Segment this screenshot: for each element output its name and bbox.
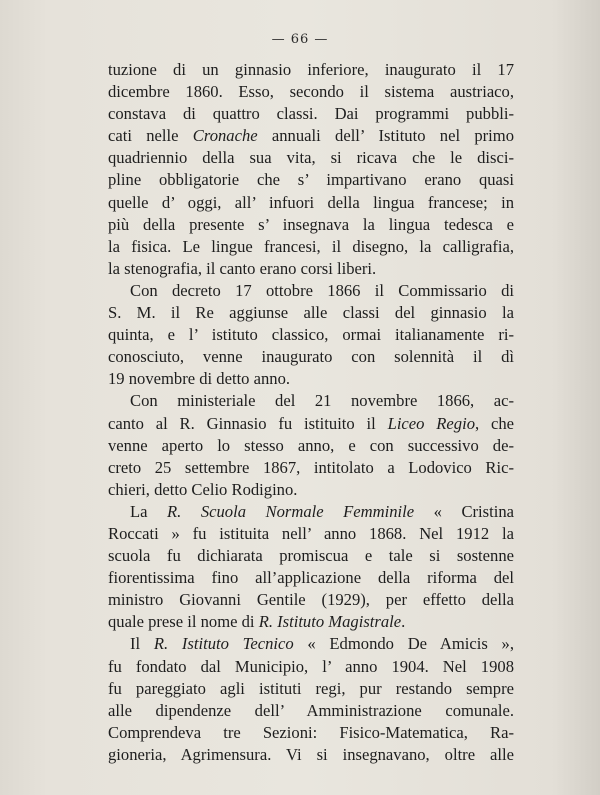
text-line: ministro Giovanni Gentile (1929), per effetto della (108, 590, 514, 610)
text-line: canto al R. Ginnasio fu istituito il Liceo Regio, che (108, 413, 515, 433)
text-line: tuzione di un ginnasio inferiore, inaugurato il 17 (108, 60, 514, 79)
text-line: S. M. il Re aggiunse alle classi del ginnasio la (108, 303, 514, 323)
text-line: Comprendeva tre Sezioni: Fisico-Matematica, Ra- (108, 722, 514, 742)
text-line: Il R. Istituto Tecnico « Edmondo De Amicis », (130, 634, 514, 654)
text-line: più della presente s’ insegnava la lingua tedesca e (108, 214, 514, 234)
text-line: scuola fu dichiarata promiscua e tale si sostenne (108, 546, 514, 566)
text-line: constava di quattro classi. Dai programmi pubbli- (108, 104, 514, 124)
text-line: dicembre 1860. Esso, secondo il sistema austriaco, (108, 82, 514, 102)
text-line: fu fondato dal Municipio, l’ anno 1904. Nel 1908 (108, 656, 514, 676)
text-line: alle dipendenze dell’ Amministrazione comunale. (108, 700, 514, 720)
text-line: La R. Scuola Normale Femminile « Cristina (130, 501, 515, 521)
text-line: fiorentissima fino all’applicazione della riforma del (108, 568, 514, 588)
text-line: pline obbligatorie che s’ impartivano erano quasi (108, 170, 514, 190)
text-line: quinta, e l’ istituto classico, ormai italianamente ri- (108, 325, 514, 345)
text-line: quale prese il nome di R. Istituto Magistrale. (108, 612, 406, 632)
page-number: — 66 — (271, 32, 329, 47)
text-line: Con decreto 17 ottobre 1866 il Commissario di (130, 280, 514, 300)
text-line: Roccati » fu istituita nell’ anno 1868. Nel 1912 la (108, 523, 514, 543)
text-line: venne aperto lo stesso anno, e con successivo de- (108, 435, 514, 455)
text-line: chieri, detto Celio Rodigino. (108, 479, 298, 499)
text-line: conosciuto, venne inaugurato con solennità il dì (108, 347, 514, 367)
text-line: creto 25 settembre 1867, intitolato a Lodovico Ric- (108, 457, 514, 477)
text-line: Con ministeriale del 21 novembre 1866, ac- (130, 391, 514, 411)
body-text (108, 59, 514, 766)
text-line: la stenografia, il canto erano corsi liberi. (108, 258, 377, 278)
text-line: quelle d’ oggi, all’ infuori della lingua francese; in (108, 192, 514, 212)
text-line: fu pareggiato agli istituti regi, pur restando sempre (108, 678, 514, 698)
text-line: la fisica. Le lingue francesi, il disegno, la calligrafia, (108, 236, 514, 256)
text-line: gioneria, Agrimensura. Vi si insegnavano, oltre alle (108, 744, 514, 764)
text-line: quadriennio della sua vita, si ricava che le disci- (108, 148, 514, 168)
text-line: 19 novembre di detto anno. (108, 369, 291, 389)
text-line: cati nelle Cronache annuali dell’ Istituto nel primo (108, 126, 514, 146)
